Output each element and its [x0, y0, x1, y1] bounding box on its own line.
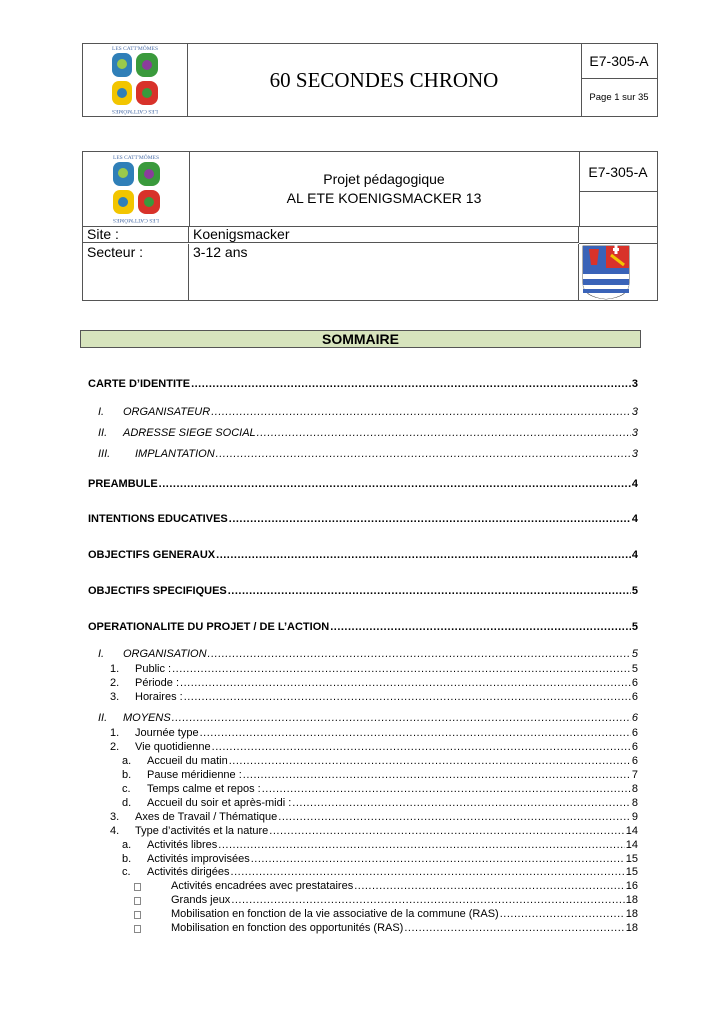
toc-entry[interactable]: [135, 448, 638, 460]
toc-leader-dots: [262, 783, 631, 795]
toc-entry-label: IMPLANTATION: [135, 448, 215, 460]
toc-page-number: 4: [631, 549, 638, 561]
svg-text:LES CATT'MÔMES: LES CATT'MÔMES: [111, 108, 159, 114]
toc-leader-dots: [330, 621, 631, 633]
document-header: [82, 43, 658, 117]
toc-entry-label: Type d’activités et la nature: [135, 825, 269, 837]
toc-number: b.: [122, 769, 132, 781]
toc-leader-dots: [251, 853, 625, 865]
toc-entry-label: OPERATIONALITE DU PROJET / DE L’ACTION: [88, 621, 330, 633]
toc-entry[interactable]: [147, 839, 638, 851]
toc-entry-label: INTENTIONS EDUCATIVES: [88, 513, 228, 525]
toc-leader-dots: [354, 880, 625, 892]
toc-page-number: 6: [631, 712, 638, 724]
toc-entry[interactable]: [135, 811, 638, 823]
project-table: [82, 151, 658, 301]
toc-entry-label: Activités improvisées: [147, 853, 250, 865]
toc-number: III.: [98, 448, 111, 460]
toc-leader-dots: [208, 648, 631, 660]
project-title: Projet pédagogique AL ETE KOENIGSMACKER 13: [189, 152, 580, 227]
toc-entry[interactable]: [147, 866, 638, 878]
toc-number: I.: [98, 648, 105, 660]
toc-page-number: 6: [631, 755, 638, 767]
toc-entry[interactable]: [88, 378, 638, 390]
toc-entry-label: Activités dirigées: [147, 866, 230, 878]
toc-number: II.: [98, 427, 108, 439]
toc-leader-dots: [172, 712, 631, 724]
catt-momes-logo: [83, 44, 188, 116]
bullet-icon: [134, 925, 141, 933]
toc-page-number: 5: [631, 621, 638, 633]
toc-leader-dots: [200, 727, 631, 739]
toc-number: c.: [122, 866, 131, 878]
toc-entry-label: Vie quotidienne: [135, 741, 211, 753]
toc-entry[interactable]: [135, 727, 638, 739]
toc-leader-dots: [229, 755, 631, 767]
toc-page-number: 8: [631, 797, 638, 809]
toc-leader-dots: [292, 797, 631, 809]
svg-text:LES CATT'MÔMES: LES CATT'MÔMES: [112, 155, 160, 161]
toc-leader-dots: [184, 691, 631, 703]
toc-number: c.: [122, 783, 131, 795]
toc-page-number: 7: [631, 769, 638, 781]
toc-page-number: 18: [625, 894, 638, 906]
toc-page-number: 18: [625, 908, 638, 920]
project-code: E7-305-A: [579, 152, 657, 192]
toc-number: 2.: [110, 677, 120, 689]
toc-page-number: 5: [631, 585, 638, 597]
toc-entry-label: Pause méridienne :: [147, 769, 242, 781]
koenigsmacker-crest-icon: [579, 243, 657, 300]
toc-entry-label: PREAMBULE: [88, 478, 158, 490]
toc-entry-label: ORGANISATEUR: [123, 406, 211, 418]
toc-entry[interactable]: [171, 908, 638, 920]
toc-number: a.: [122, 839, 132, 851]
sector-value: 3-12 ans: [189, 244, 579, 300]
toc-leader-dots: [278, 811, 631, 823]
toc-leader-dots: [191, 378, 631, 390]
toc-page-number: 4: [631, 478, 638, 490]
toc-leader-dots: [211, 406, 631, 418]
toc-entry[interactable]: [88, 478, 638, 490]
toc-entry[interactable]: [147, 755, 638, 767]
toc-number: II.: [98, 712, 108, 724]
toc-entry[interactable]: [135, 677, 638, 689]
bullet-icon: [134, 911, 141, 919]
svg-text:LES CATT'MÔMES: LES CATT'MÔMES: [112, 217, 160, 223]
toc-page-number: 14: [625, 839, 638, 851]
toc-entry[interactable]: [135, 691, 638, 703]
toc-leader-dots: [231, 866, 625, 878]
toc-entry-label: MOYENS: [123, 712, 171, 724]
toc-entry[interactable]: [88, 513, 638, 525]
toc-entry[interactable]: [88, 549, 638, 561]
toc-entry[interactable]: [171, 922, 638, 934]
toc-entry-label: ADRESSE SIEGE SOCIAL: [123, 427, 256, 439]
toc-leader-dots: [180, 677, 631, 689]
toc-entry[interactable]: [135, 741, 638, 753]
catt-momes-logo: [83, 152, 190, 227]
document-title: 60 SECONDES CHRONO: [187, 44, 582, 116]
toc-number: d.: [122, 797, 132, 809]
toc-entry[interactable]: [88, 585, 638, 597]
toc-page-number: 6: [631, 691, 638, 703]
toc-entry[interactable]: [88, 621, 638, 633]
toc-page-number: 14: [625, 825, 638, 837]
toc-page-number: 8: [631, 783, 638, 795]
toc-leader-dots: [231, 894, 624, 906]
toc-leader-dots: [228, 585, 631, 597]
toc-entry-label: Activités libres: [147, 839, 218, 851]
toc-entry-label: Mobilisation en fonction des opportunités (RAS): [171, 922, 404, 934]
toc-page-number: 16: [625, 880, 638, 892]
toc-entry[interactable]: [123, 427, 638, 439]
toc-leader-dots: [159, 478, 631, 490]
toc-page-number: 3: [631, 378, 638, 390]
toc-number: 2.: [110, 741, 120, 753]
toc-leader-dots: [404, 922, 624, 934]
toc-entry-label: Horaires :: [135, 691, 183, 703]
toc-page-number: 5: [631, 648, 638, 660]
toc-entry[interactable]: [123, 406, 638, 418]
page-number: Page 1 sur 35: [589, 91, 649, 103]
toc-entry-label: Accueil du matin: [147, 755, 228, 767]
toc-page-number: 15: [625, 866, 638, 878]
toc-page-number: 6: [631, 727, 638, 739]
toc-leader-dots: [243, 769, 631, 781]
toc-entry[interactable]: [147, 797, 638, 809]
toc-entry-label: Accueil du soir et après-midi :: [147, 797, 292, 809]
svg-text:LES CATT'MÔMES: LES CATT'MÔMES: [111, 46, 159, 52]
toc-entry-label: Activités encadrées avec prestataires: [171, 880, 354, 892]
toc-entry[interactable]: [123, 648, 638, 660]
toc-entry-label: Grands jeux: [171, 894, 231, 906]
toc-page-number: 18: [625, 922, 638, 934]
toc-page-number: 3: [631, 448, 638, 460]
toc-entry[interactable]: [147, 783, 638, 795]
toc-number: I.: [98, 406, 105, 418]
toc-entry-label: ORGANISATION: [123, 648, 207, 660]
toc-number: 4.: [110, 825, 120, 837]
summary-heading: SOMMAIRE: [80, 330, 641, 348]
document-code: E7-305-A: [581, 44, 657, 79]
toc-leader-dots: [218, 839, 624, 851]
toc-entry-label: OBJECTIFS GENERAUX: [88, 549, 216, 561]
toc-number: b.: [122, 853, 132, 865]
site-value: Koenigsmacker: [189, 226, 579, 243]
toc-entry[interactable]: [171, 880, 638, 892]
toc-entry-label: Temps calme et repos :: [147, 783, 261, 795]
toc-entry-label: Public :: [135, 663, 172, 675]
toc-number: 1.: [110, 663, 120, 675]
bullet-icon: [134, 883, 141, 891]
toc-number: 1.: [110, 727, 120, 739]
toc-leader-dots: [500, 908, 625, 920]
toc-page-number: 3: [631, 427, 638, 439]
toc-page-number: 6: [631, 741, 638, 753]
toc-entry[interactable]: [135, 825, 638, 837]
toc-page-number: 5: [631, 663, 638, 675]
toc-entry-label: CARTE D’IDENTITE: [88, 378, 191, 390]
site-label: Site :: [83, 226, 189, 243]
toc-entry-label: Période :: [135, 677, 180, 689]
toc-entry-label: Journée type: [135, 727, 199, 739]
toc-entry[interactable]: [123, 712, 638, 724]
toc-page-number: 15: [625, 853, 638, 865]
toc-page-number: 4: [631, 513, 638, 525]
toc-entry[interactable]: [147, 769, 638, 781]
toc-leader-dots: [212, 741, 631, 753]
toc-leader-dots: [257, 427, 631, 439]
toc-page-number: 9: [631, 811, 638, 823]
toc-number: a.: [122, 755, 132, 767]
toc-leader-dots: [229, 513, 631, 525]
toc-entry[interactable]: [147, 853, 638, 865]
toc-number: 3.: [110, 691, 120, 703]
toc-entry[interactable]: [135, 663, 638, 675]
toc-entry-label: Mobilisation en fonction de la vie associative de la commune (RAS): [171, 908, 499, 920]
toc-page-number: 3: [631, 406, 638, 418]
toc-entry-label: OBJECTIFS SPECIFIQUES: [88, 585, 227, 597]
toc-page-number: 6: [631, 677, 638, 689]
toc-leader-dots: [216, 448, 631, 460]
toc-leader-dots: [216, 549, 631, 561]
toc-leader-dots: [172, 663, 631, 675]
toc-entry[interactable]: [171, 894, 638, 906]
bullet-icon: [134, 897, 141, 905]
toc-number: 3.: [110, 811, 120, 823]
toc-entry-label: Axes de Travail / Thématique: [135, 811, 278, 823]
sector-label: Secteur :: [83, 244, 189, 300]
toc-leader-dots: [269, 825, 624, 837]
